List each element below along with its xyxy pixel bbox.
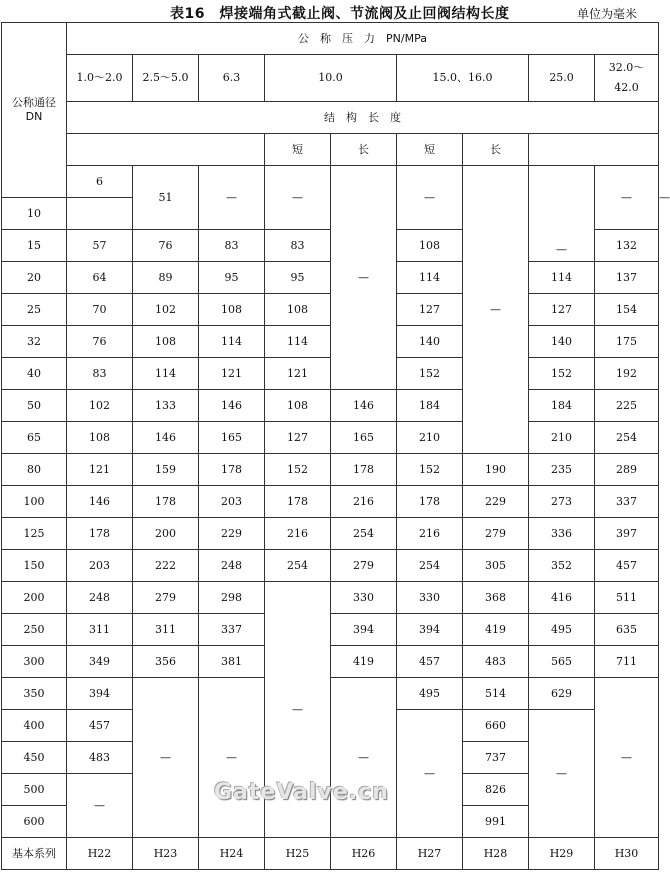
dn-cell: 80 <box>2 454 67 486</box>
dn-cell: 15 <box>2 230 67 262</box>
value-cell: 225 <box>595 390 659 422</box>
value-cell: 337 <box>595 486 659 518</box>
value-cell: 991 <box>463 806 529 838</box>
structure-length-table <box>1 22 670 870</box>
value-cell: 394 <box>397 614 463 646</box>
value-cell: 152 <box>529 358 595 390</box>
value-cell: 51 <box>133 166 199 230</box>
value-cell: 419 <box>331 646 397 678</box>
value-cell: 190 <box>463 454 529 486</box>
series-label: 基本系列 <box>2 838 67 870</box>
table-row <box>2 422 659 454</box>
value-cell: 178 <box>265 486 331 518</box>
dn-cell: 20 <box>2 262 67 294</box>
series-cell: H23 <box>133 838 199 870</box>
pn10-short-label: 短 <box>265 134 331 166</box>
value-cell: 108 <box>265 294 331 326</box>
value-cell: 356 <box>133 646 199 678</box>
value-cell: 121 <box>199 358 265 390</box>
pn-header: 公 称 压 力 PN/MPa <box>67 23 659 55</box>
value-cell: 152 <box>265 454 331 486</box>
dash-cell: — <box>331 166 397 390</box>
dn-cell: 450 <box>2 742 67 774</box>
value-cell: 178 <box>397 486 463 518</box>
dn-header-cell <box>2 23 67 198</box>
value-cell: 254 <box>331 518 397 550</box>
series-cell: H30 <box>595 838 659 870</box>
pressure-15-16: 15.0、16.0 <box>397 55 529 102</box>
dn-cell: 200 <box>2 582 67 614</box>
value-cell: 114 <box>397 262 463 294</box>
series-cell: H29 <box>529 838 595 870</box>
pressure-25: 25.0 <box>529 55 595 102</box>
dn-cell: 40 <box>2 358 67 390</box>
value-cell: 457 <box>397 646 463 678</box>
series-cell: H22 <box>67 838 133 870</box>
dash-cell: — <box>265 582 331 838</box>
dash-cell: — <box>463 166 529 454</box>
value-cell: 108 <box>67 422 133 454</box>
table-row <box>2 614 659 646</box>
dn-cell: 500 <box>2 774 67 806</box>
value-cell: 83 <box>67 358 133 390</box>
value-cell: 76 <box>67 326 133 358</box>
value-cell: 216 <box>265 518 331 550</box>
header-row-short-long <box>2 134 659 166</box>
value-cell: 330 <box>331 582 397 614</box>
value-cell: 394 <box>67 678 133 710</box>
value-cell: 311 <box>67 614 133 646</box>
value-cell: 352 <box>529 550 595 582</box>
value-cell: 64 <box>67 262 133 294</box>
value-cell: 178 <box>133 486 199 518</box>
value-cell: 95 <box>265 262 331 294</box>
value-cell: 108 <box>133 326 199 358</box>
value-cell: 152 <box>397 358 463 390</box>
pn10-long-label: 长 <box>331 134 397 166</box>
dn-cell: 125 <box>2 518 67 550</box>
value-cell: 76 <box>133 230 199 262</box>
series-cell: H24 <box>199 838 265 870</box>
value-cell: 140 <box>397 326 463 358</box>
value-cell: 483 <box>67 742 133 774</box>
pressure-42-label: 42.0 <box>614 81 639 94</box>
dn-cell: 300 <box>2 646 67 678</box>
table-row <box>2 294 659 326</box>
short-long-blank-left <box>67 134 265 166</box>
dash-cell: — <box>133 678 199 838</box>
value-cell: 152 <box>397 454 463 486</box>
table-title: 表16 焊接端角式截止阀、节流阀及止回阀结构长度 <box>170 6 510 22</box>
value-cell: 132 <box>595 230 659 262</box>
table-row <box>2 678 659 710</box>
dn-cell: 50 <box>2 390 67 422</box>
table-row: 6 51 — — — — — — — — <box>2 166 659 198</box>
table-row <box>2 646 659 678</box>
header-row-pressures <box>2 55 659 102</box>
value-cell: 279 <box>331 550 397 582</box>
value-cell: 114 <box>529 262 595 294</box>
watermark: GateValve.cn <box>214 780 389 805</box>
value-cell: 279 <box>463 518 529 550</box>
value-cell: 140 <box>529 326 595 358</box>
value-cell: 178 <box>331 454 397 486</box>
pn15-short-label: 短 <box>397 134 463 166</box>
value-cell: 381 <box>199 646 265 678</box>
value-cell: 629 <box>529 678 595 710</box>
table-row <box>2 550 659 582</box>
value-cell: 210 <box>397 422 463 454</box>
value-cell: 368 <box>463 582 529 614</box>
value-cell: 108 <box>397 230 463 262</box>
value-cell: 133 <box>133 390 199 422</box>
value-cell: 159 <box>133 454 199 486</box>
value-cell: 419 <box>463 614 529 646</box>
value-cell: 826 <box>463 774 529 806</box>
value-cell: 127 <box>529 294 595 326</box>
value-cell: 254 <box>265 550 331 582</box>
dn-cell: 400 <box>2 710 67 742</box>
dash-cell: — <box>397 710 463 838</box>
pressure-2_5-5: 2.5～5.0 <box>133 55 199 102</box>
value-cell: 203 <box>199 486 265 518</box>
value-cell: 254 <box>397 550 463 582</box>
value-cell: 248 <box>199 550 265 582</box>
dn-cell: 250 <box>2 614 67 646</box>
value-cell: 114 <box>133 358 199 390</box>
dn-cell: 25 <box>2 294 67 326</box>
table-row <box>2 262 659 294</box>
value-cell: 229 <box>199 518 265 550</box>
value-cell: 337 <box>199 614 265 646</box>
value-cell: 216 <box>331 486 397 518</box>
value-cell: 457 <box>67 710 133 742</box>
table-row <box>2 486 659 518</box>
value-cell: 114 <box>265 326 331 358</box>
value-cell: 330 <box>397 582 463 614</box>
value-cell: 165 <box>199 422 265 454</box>
series-cell: H25 <box>265 838 331 870</box>
table-row <box>2 454 659 486</box>
table-row <box>2 518 659 550</box>
dn-cell: 100 <box>2 486 67 518</box>
pressure-32-42 <box>595 55 659 102</box>
value-cell: 102 <box>133 294 199 326</box>
value-cell: 511 <box>595 582 659 614</box>
value-cell: 192 <box>595 358 659 390</box>
value-cell: 70 <box>67 294 133 326</box>
value-cell: 137 <box>595 262 659 294</box>
dash-cell: — <box>595 166 659 230</box>
value-cell: 289 <box>595 454 659 486</box>
value-cell: 216 <box>397 518 463 550</box>
value-cell: 95 <box>199 262 265 294</box>
series-row <box>2 838 659 870</box>
value-cell: 165 <box>331 422 397 454</box>
value-cell: 311 <box>133 614 199 646</box>
dn-cell: 6 <box>67 166 133 198</box>
value-cell: 298 <box>199 582 265 614</box>
dash-cell: — <box>529 166 595 262</box>
value-cell: 254 <box>595 422 659 454</box>
value-cell: 394 <box>331 614 397 646</box>
value-cell: 273 <box>529 486 595 518</box>
title-bar <box>0 0 662 24</box>
value-cell: 210 <box>529 422 595 454</box>
value-cell: 121 <box>67 454 133 486</box>
dn-cell: 65 <box>2 422 67 454</box>
value-cell: 660 <box>463 710 529 742</box>
dash-cell: — <box>397 166 463 230</box>
value-cell: 248 <box>67 582 133 614</box>
pressure-6_3: 6.3 <box>199 55 265 102</box>
value-cell: 146 <box>199 390 265 422</box>
value-cell: 108 <box>265 390 331 422</box>
dn-cell: 600 <box>2 806 67 838</box>
value-cell: 127 <box>265 422 331 454</box>
series-cell: H26 <box>331 838 397 870</box>
value-cell: 178 <box>67 518 133 550</box>
value-cell: 495 <box>529 614 595 646</box>
value-cell: 89 <box>133 262 199 294</box>
value-cell: 83 <box>265 230 331 262</box>
dn-cell: 10 <box>2 198 67 230</box>
value-cell: 83 <box>199 230 265 262</box>
value-cell: 102 <box>67 390 133 422</box>
dash-cell: — <box>199 166 265 230</box>
value-cell: 178 <box>199 454 265 486</box>
value-cell: 483 <box>463 646 529 678</box>
table-row <box>2 582 659 614</box>
value-cell: 203 <box>67 550 133 582</box>
pressure-1-2: 1.0～2.0 <box>67 55 133 102</box>
value-cell: 154 <box>595 294 659 326</box>
value-cell: 108 <box>199 294 265 326</box>
value-cell: 514 <box>463 678 529 710</box>
value-cell: 146 <box>67 486 133 518</box>
value-cell: 146 <box>331 390 397 422</box>
value-cell: 279 <box>133 582 199 614</box>
value-cell: 184 <box>529 390 595 422</box>
table-row <box>2 326 659 358</box>
value-cell: 711 <box>595 646 659 678</box>
value-cell: 495 <box>397 678 463 710</box>
value-cell: 397 <box>595 518 659 550</box>
value-cell: 235 <box>529 454 595 486</box>
dn-cell: 350 <box>2 678 67 710</box>
value-cell: 127 <box>397 294 463 326</box>
length-header: 结 构 长 度 <box>67 102 659 134</box>
value-cell: 146 <box>133 422 199 454</box>
series-cell: H27 <box>397 838 463 870</box>
value-cell: 416 <box>529 582 595 614</box>
dash-cell: — <box>199 678 265 838</box>
value-cell: 457 <box>595 550 659 582</box>
value-cell: 114 <box>199 326 265 358</box>
value-cell: 349 <box>67 646 133 678</box>
dash-cell: — <box>529 710 595 838</box>
pressure-10: 10.0 <box>265 55 397 102</box>
value-cell: 200 <box>133 518 199 550</box>
series-cell: H28 <box>463 838 529 870</box>
dash-cell: — <box>595 678 659 838</box>
value-cell: 222 <box>133 550 199 582</box>
value-cell: 565 <box>529 646 595 678</box>
value-cell: 635 <box>595 614 659 646</box>
value-cell: 184 <box>397 390 463 422</box>
value-cell: 57 <box>67 230 133 262</box>
header-row-pn <box>2 23 659 55</box>
dn-header-label: 公称通径 <box>12 96 56 109</box>
value-cell: 737 <box>463 742 529 774</box>
unit-label: 单位为毫米 <box>577 7 638 21</box>
value-cell: 305 <box>463 550 529 582</box>
short-long-blank-right <box>529 134 659 166</box>
value-cell: 229 <box>463 486 529 518</box>
value-cell: 336 <box>529 518 595 550</box>
pn15-long-label: 长 <box>463 134 529 166</box>
dash-cell: — <box>265 166 331 230</box>
dn-cell: 150 <box>2 550 67 582</box>
table-row <box>2 358 659 390</box>
header-row-length <box>2 102 659 134</box>
dn-header-sub: DN <box>25 110 43 123</box>
dash-cell: — <box>331 678 397 838</box>
value-cell: 121 <box>265 358 331 390</box>
pressure-32-label: 32.0～ <box>608 61 645 74</box>
value-cell: 175 <box>595 326 659 358</box>
dn-cell: 32 <box>2 326 67 358</box>
dash-cell: — <box>67 774 133 838</box>
table-row <box>2 390 659 422</box>
